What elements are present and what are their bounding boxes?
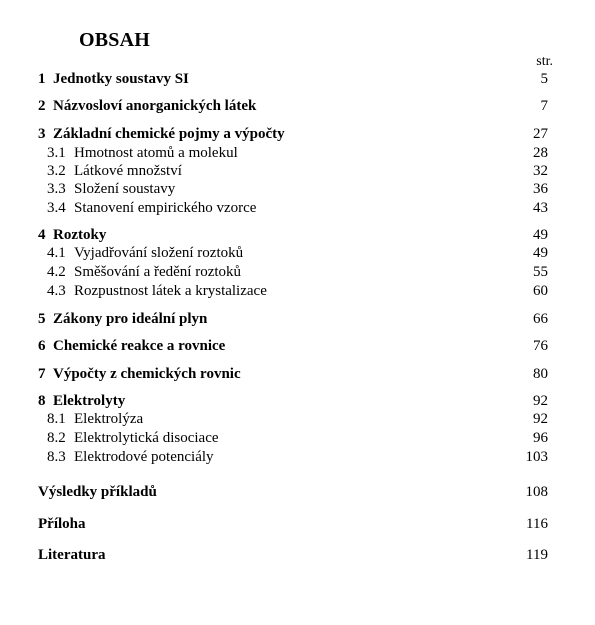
toc-subentry[interactable] [38,263,548,282]
entry-number: 3.2 [47,163,66,179]
entry-page: 103 [525,449,548,465]
entry-number: 5 [38,311,46,327]
entry-title: Roztoky [53,227,107,243]
entry-page: 76 [533,338,548,354]
toc-subentry[interactable] [38,282,548,301]
entry-number: 3 [38,126,46,142]
entry-page: 60 [533,283,548,299]
entry-number: 4.2 [47,264,66,280]
entry-number: 3.4 [47,200,66,216]
entry-number: 3.3 [47,181,66,197]
toc-entry[interactable] [38,515,548,534]
entry-number: 8.1 [47,411,66,427]
entry-title: Výpočty z chemických rovnic [53,366,241,382]
entry-number: 8.3 [47,449,66,465]
toc-entry[interactable] [38,337,548,356]
entry-number: 4 [38,227,46,243]
entry-title: Elektrodové potenciály [74,449,214,465]
entry-page: 49 [533,227,548,243]
entry-title: Elektrolyty [53,393,126,409]
entry-title: Názvosloví anorganických látek [53,98,257,114]
entry-number: 6 [38,338,46,354]
toc-entry[interactable] [38,483,548,502]
entry-number: 7 [38,366,46,382]
entry-page: 92 [533,411,548,427]
toc-title: OBSAH [79,29,151,51]
entry-title: Literatura [38,547,106,563]
entry-title: Složení soustavy [74,181,176,197]
entry-number: 8 [38,393,46,409]
entry-page: 28 [533,145,548,161]
entry-number: 3.1 [47,145,66,161]
entry-title: Látkové množství [74,163,182,179]
entry-title: Chemické reakce a rovnice [53,338,226,354]
page-column-header: str. [536,54,553,69]
toc-entry[interactable] [38,310,548,329]
entry-page: 27 [533,126,548,142]
entry-title: Hmotnost atomů a molekul [74,145,238,161]
entry-title: Směšování a ředění roztoků [74,264,242,280]
toc-entry[interactable] [38,392,548,411]
entry-page: 96 [533,430,548,446]
entry-number: 4.3 [47,283,66,299]
entry-title: Vyjadřování složení roztoků [74,245,244,261]
entry-page: 5 [540,71,548,87]
toc-subentry[interactable] [38,410,548,429]
entry-page: 92 [533,393,548,409]
entry-page: 116 [526,516,548,532]
entry-number: 2 [38,98,46,114]
entry-title: Jednotky soustavy SI [53,71,189,87]
entry-page: 7 [540,98,548,114]
entry-title: Příloha [38,516,86,532]
toc-subentry[interactable] [38,448,548,467]
entry-page: 36 [533,181,548,197]
entry-page: 55 [533,264,548,280]
entry-title: Stanovení empirického vzorce [74,200,257,216]
toc-subentry[interactable] [38,429,548,448]
toc-entry[interactable] [38,97,548,116]
toc-subentry[interactable] [38,244,548,263]
entry-page: 66 [533,311,548,327]
entry-title: Výsledky příkladů [38,484,157,500]
entry-title: Základní chemické pojmy a výpočty [53,126,285,142]
toc-subentry[interactable] [38,162,548,181]
entry-title: Rozpustnost látek a krystalizace [74,283,267,299]
toc-subentry[interactable] [38,199,548,218]
entry-number: 4.1 [47,245,66,261]
entry-page: 43 [533,200,548,216]
entry-page: 49 [533,245,548,261]
toc-subentry[interactable] [38,180,548,199]
entry-number: 8.2 [47,430,66,446]
toc-entry[interactable] [38,226,548,245]
toc-entry[interactable] [38,125,548,144]
entry-page: 108 [525,484,548,500]
entry-page: 80 [533,366,548,382]
toc-entry[interactable] [38,70,548,89]
entry-title: Elektrolytická disociace [74,430,219,446]
entry-title: Zákony pro ideální plyn [53,311,208,327]
entry-page: 119 [526,547,548,563]
entry-page: 32 [533,163,548,179]
toc-entry[interactable] [38,546,548,565]
toc-subentry[interactable] [38,144,548,163]
entry-title: Elektrolýza [74,411,144,427]
entry-number: 1 [38,71,46,87]
toc-entry[interactable] [38,365,548,384]
